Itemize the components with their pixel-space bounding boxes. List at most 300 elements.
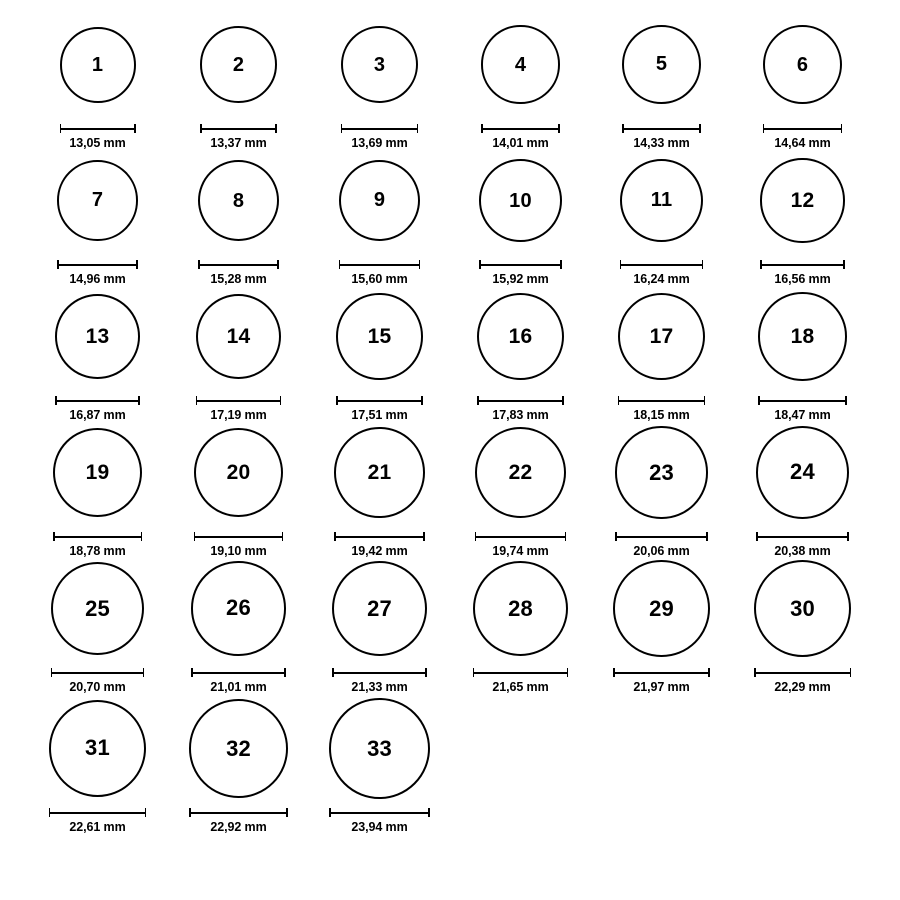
ring-size-number: 2 <box>232 53 245 76</box>
diameter-measure-bar <box>329 808 430 817</box>
ring-circle-icon <box>613 560 710 657</box>
measure-tick-left <box>477 396 479 405</box>
ring-size-number: 32 <box>226 735 251 761</box>
ring-size-number: 29 <box>649 595 674 621</box>
diameter-label: 18,47 mm <box>774 408 831 422</box>
ring-circle-icon <box>620 159 703 242</box>
measure-tick-right <box>562 396 564 405</box>
diameter-measure-bar <box>57 260 137 269</box>
ring-size-cell[interactable] <box>168 284 309 422</box>
measure-line <box>613 672 710 674</box>
ring-circle-icon <box>198 160 279 241</box>
ring-size-number: 4 <box>514 53 527 76</box>
measure-line <box>477 400 564 402</box>
measure-tick-right <box>277 260 279 269</box>
measure-tick-left <box>332 668 334 677</box>
ring-circle-icon <box>479 159 562 242</box>
diameter-measure-bar <box>622 124 701 133</box>
ring-size-cell[interactable] <box>168 420 309 558</box>
diameter-measure-bar <box>613 668 710 677</box>
measure-tick-right <box>560 260 562 269</box>
measure-tick-right <box>417 124 419 133</box>
ring-size-cell[interactable] <box>309 284 450 422</box>
measure-tick-left <box>336 396 338 405</box>
measure-line <box>763 128 843 130</box>
measure-line <box>754 672 851 674</box>
diameter-measure-bar <box>334 532 425 541</box>
diameter-measure-bar <box>191 668 285 677</box>
diameter-measure-bar <box>194 532 284 541</box>
measure-line <box>760 264 844 266</box>
ring-size-cell[interactable] <box>591 12 732 150</box>
ring-circle-icon <box>754 560 851 657</box>
measure-tick-right <box>567 668 569 677</box>
ring-circle-icon <box>49 700 147 798</box>
ring-circle-wrap <box>615 420 707 525</box>
measure-tick-left <box>475 532 477 541</box>
measure-tick-right <box>145 808 147 817</box>
ring-size-number: 26 <box>226 595 251 621</box>
measure-tick-right <box>282 532 284 541</box>
measure-tick-left <box>200 124 202 133</box>
measure-tick-right <box>558 124 560 133</box>
ring-size-cell[interactable] <box>27 420 168 558</box>
measure-tick-right <box>286 808 288 817</box>
diameter-measure-bar <box>758 396 846 405</box>
diameter-label: 14,64 mm <box>774 136 831 150</box>
diameter-label: 14,33 mm <box>633 136 690 150</box>
ring-circle-icon <box>57 160 137 240</box>
ring-circle-wrap <box>334 420 425 525</box>
ring-circle-wrap <box>196 284 282 389</box>
ring-circle-icon <box>477 293 564 380</box>
diameter-label: 15,28 mm <box>210 272 267 286</box>
measure-tick-left <box>198 260 200 269</box>
measure-line <box>622 128 701 130</box>
diameter-measure-bar <box>615 532 707 541</box>
ring-size-cell[interactable] <box>450 148 591 286</box>
ring-circle-wrap <box>620 148 703 253</box>
measure-line <box>55 400 140 402</box>
ring-circle-icon <box>51 562 145 656</box>
measure-tick-left <box>615 532 617 541</box>
measure-line <box>615 536 707 538</box>
diameter-label: 15,92 mm <box>492 272 549 286</box>
ring-circle-icon <box>200 26 277 103</box>
measure-tick-left <box>341 124 343 133</box>
diameter-label: 13,05 mm <box>69 136 126 150</box>
ring-size-number: 1 <box>91 53 104 76</box>
measure-tick-left <box>339 260 341 269</box>
ring-size-cell[interactable] <box>309 420 450 558</box>
ring-circle-icon <box>760 158 844 242</box>
ring-circle-wrap <box>51 556 145 661</box>
diameter-measure-bar <box>475 532 566 541</box>
ring-size-number: 22 <box>508 460 533 484</box>
ring-circle-icon <box>189 699 288 798</box>
ring-circle-wrap <box>341 12 419 117</box>
measure-line <box>196 400 282 402</box>
ring-size-cell[interactable] <box>450 556 591 694</box>
ring-size-cell[interactable] <box>450 420 591 558</box>
diameter-label: 19,74 mm <box>492 544 549 558</box>
diameter-label: 16,87 mm <box>69 408 126 422</box>
measure-tick-left <box>618 396 620 405</box>
diameter-label: 19,42 mm <box>351 544 408 558</box>
diameter-measure-bar <box>332 668 427 677</box>
ring-size-number: 33 <box>367 735 392 761</box>
ring-circle-wrap <box>189 696 288 801</box>
measure-tick-right <box>419 260 421 269</box>
ring-size-number: 15 <box>367 325 392 348</box>
ring-circle-icon <box>622 25 701 104</box>
ring-circle-wrap <box>49 696 147 801</box>
measure-tick-left <box>194 532 196 541</box>
diameter-label: 18,78 mm <box>69 544 126 558</box>
measure-tick-left <box>329 808 331 817</box>
diameter-label: 16,24 mm <box>633 272 690 286</box>
diameter-label: 21,33 mm <box>351 680 408 694</box>
ring-circle-wrap <box>60 12 136 117</box>
measure-tick-left <box>758 396 760 405</box>
diameter-label: 21,01 mm <box>210 680 267 694</box>
measure-tick-left <box>481 124 483 133</box>
measure-tick-right <box>143 668 145 677</box>
ring-size-cell[interactable] <box>27 284 168 422</box>
ring-circle-wrap <box>57 148 137 253</box>
ring-size-number: 19 <box>85 461 110 484</box>
ring-size-row <box>0 558 900 694</box>
diameter-measure-bar <box>481 124 559 133</box>
measure-tick-left <box>473 668 475 677</box>
measure-tick-left <box>756 532 758 541</box>
measure-tick-left <box>51 668 53 677</box>
diameter-label: 17,51 mm <box>351 408 408 422</box>
ring-size-number: 10 <box>509 189 532 212</box>
measure-tick-left <box>60 124 62 133</box>
diameter-measure-bar <box>53 532 142 541</box>
ring-size-number: 23 <box>649 459 674 485</box>
diameter-label: 21,97 mm <box>633 680 690 694</box>
diameter-measure-bar <box>756 532 849 541</box>
ring-size-cell[interactable] <box>591 556 732 694</box>
measure-line <box>329 812 430 814</box>
ring-size-number: 5 <box>655 53 668 76</box>
measure-line <box>618 400 706 402</box>
diameter-measure-bar <box>196 396 282 405</box>
diameter-measure-bar <box>60 124 136 133</box>
measure-tick-right <box>284 668 286 677</box>
measure-tick-right <box>134 124 136 133</box>
measure-tick-right <box>425 668 427 677</box>
diameter-label: 20,70 mm <box>69 680 126 694</box>
ring-size-cell[interactable] <box>732 556 873 694</box>
ring-size-cell[interactable] <box>591 284 732 422</box>
ring-size-number: 24 <box>790 459 815 485</box>
diameter-label: 13,69 mm <box>351 136 408 150</box>
ring-circle-icon <box>329 698 430 799</box>
ring-circle-icon <box>196 294 282 380</box>
ring-circle-wrap <box>191 556 285 661</box>
measure-line <box>620 264 703 266</box>
diameter-label: 22,61 mm <box>69 820 126 834</box>
ring-circle-wrap <box>622 12 701 117</box>
measure-tick-right <box>138 396 140 405</box>
ring-circle-wrap <box>763 12 843 117</box>
ring-size-cell[interactable] <box>732 284 873 422</box>
ring-circle-icon <box>473 561 569 657</box>
measure-tick-right <box>841 124 843 133</box>
diameter-measure-bar <box>55 396 140 405</box>
ring-size-number: 3 <box>373 53 386 76</box>
measure-tick-right <box>421 396 423 405</box>
ring-size-number: 7 <box>91 189 104 212</box>
ring-size-row <box>0 286 900 422</box>
diameter-measure-bar <box>473 668 569 677</box>
ring-size-number: 17 <box>649 325 674 348</box>
measure-tick-left <box>479 260 481 269</box>
measure-tick-right <box>136 260 138 269</box>
measure-tick-left <box>760 260 762 269</box>
ring-size-row <box>0 422 900 558</box>
ring-circle-icon <box>763 25 843 105</box>
measure-line <box>336 400 422 402</box>
measure-line <box>49 812 147 814</box>
ring-size-number: 30 <box>790 595 815 621</box>
diameter-label: 20,38 mm <box>774 544 831 558</box>
ring-size-number: 12 <box>790 189 815 212</box>
measure-tick-right <box>565 532 567 541</box>
ring-circle-icon <box>53 428 142 517</box>
measure-tick-left <box>613 668 615 677</box>
ring-circle-wrap <box>339 148 421 253</box>
ring-size-cell[interactable] <box>732 420 873 558</box>
diameter-measure-bar <box>51 668 145 677</box>
ring-circle-wrap <box>475 420 566 525</box>
diameter-measure-bar <box>49 808 147 817</box>
diameter-label: 15,60 mm <box>351 272 408 286</box>
ring-size-number: 18 <box>790 324 815 348</box>
measure-line <box>479 264 562 266</box>
measure-tick-left <box>334 532 336 541</box>
measure-line <box>481 128 559 130</box>
diameter-measure-bar <box>336 396 422 405</box>
measure-line <box>473 672 569 674</box>
ring-size-cell[interactable] <box>27 148 168 286</box>
measure-tick-right <box>699 124 701 133</box>
ring-size-number: 25 <box>85 595 110 621</box>
diameter-measure-bar <box>618 396 706 405</box>
ring-circle-wrap <box>200 12 277 117</box>
ring-size-number: 11 <box>650 189 673 212</box>
ring-circle-icon <box>60 27 136 103</box>
diameter-measure-bar <box>620 260 703 269</box>
measure-tick-right <box>845 396 847 405</box>
ring-circle-icon <box>475 427 566 518</box>
measure-tick-right <box>706 532 708 541</box>
diameter-label: 21,65 mm <box>492 680 549 694</box>
ring-circle-wrap <box>473 556 569 661</box>
ring-size-cell[interactable] <box>450 12 591 150</box>
ring-size-cell[interactable] <box>732 148 873 286</box>
measure-tick-left <box>620 260 622 269</box>
ring-size-cell[interactable] <box>27 556 168 694</box>
measure-tick-right <box>708 668 710 677</box>
measure-tick-left <box>53 532 55 541</box>
ring-size-number: 13 <box>85 324 110 348</box>
measure-line <box>339 264 421 266</box>
measure-tick-left <box>754 668 756 677</box>
diameter-measure-bar <box>760 260 844 269</box>
measure-tick-left <box>763 124 765 133</box>
ring-circle-wrap <box>194 420 284 525</box>
diameter-measure-bar <box>339 260 421 269</box>
ring-circle-wrap <box>481 12 559 117</box>
diameter-label: 17,83 mm <box>492 408 549 422</box>
measure-tick-left <box>49 808 51 817</box>
measure-line <box>200 128 277 130</box>
diameter-measure-bar <box>754 668 851 677</box>
measure-line <box>57 264 137 266</box>
ring-size-cell[interactable] <box>450 284 591 422</box>
measure-tick-right <box>843 260 845 269</box>
ring-circle-icon <box>194 428 284 518</box>
ring-size-cell[interactable] <box>591 420 732 558</box>
ring-circle-icon <box>481 25 559 103</box>
ring-circle-wrap <box>336 284 422 389</box>
ring-circle-wrap <box>198 148 279 253</box>
ring-size-number: 16 <box>508 325 533 348</box>
ring-size-cell[interactable] <box>27 12 168 150</box>
measure-tick-right <box>423 532 425 541</box>
measure-line <box>53 536 142 538</box>
ring-circle-wrap <box>758 284 846 389</box>
ring-circle-icon <box>615 426 707 518</box>
diameter-label: 14,96 mm <box>69 272 126 286</box>
measure-line <box>758 400 846 402</box>
ring-circle-icon <box>336 293 422 379</box>
ring-circle-icon <box>55 294 140 379</box>
ring-size-number: 20 <box>226 460 251 484</box>
measure-tick-left <box>189 808 191 817</box>
ring-circle-wrap <box>329 696 430 801</box>
ring-size-cell[interactable] <box>27 696 168 834</box>
ring-size-row <box>0 14 900 150</box>
diameter-measure-bar <box>341 124 419 133</box>
ring-circle-wrap <box>613 556 710 661</box>
diameter-measure-bar <box>198 260 279 269</box>
ring-circle-wrap <box>55 284 140 389</box>
measure-line <box>194 536 284 538</box>
ring-circle-wrap <box>754 556 851 661</box>
ring-circle-icon <box>191 561 285 655</box>
ring-size-number: 6 <box>796 53 809 76</box>
measure-tick-left <box>622 124 624 133</box>
ring-size-row <box>0 694 900 834</box>
ring-size-cell[interactable] <box>309 12 450 150</box>
measure-line <box>332 672 427 674</box>
ring-size-number: 21 <box>367 461 392 484</box>
measure-tick-left <box>196 396 198 405</box>
ring-circle-icon <box>756 426 849 519</box>
measure-line <box>341 128 419 130</box>
diameter-label: 19,10 mm <box>210 544 267 558</box>
ring-circle-wrap <box>756 420 849 525</box>
diameter-measure-bar <box>200 124 277 133</box>
measure-line <box>189 812 288 814</box>
measure-tick-right <box>280 396 282 405</box>
ring-circle-wrap <box>332 556 427 661</box>
ring-circle-wrap <box>479 148 562 253</box>
measure-line <box>60 128 136 130</box>
measure-tick-right <box>850 668 852 677</box>
ring-size-row <box>0 150 900 286</box>
measure-line <box>756 536 849 538</box>
ring-size-number: 28 <box>508 595 533 621</box>
ring-size-cell[interactable] <box>309 556 450 694</box>
diameter-label: 16,56 mm <box>774 272 831 286</box>
measure-tick-right <box>847 532 849 541</box>
ring-size-cell[interactable] <box>309 148 450 286</box>
diameter-label: 13,37 mm <box>210 136 267 150</box>
measure-tick-left <box>191 668 193 677</box>
ring-circle-icon <box>758 292 846 380</box>
measure-tick-right <box>428 808 430 817</box>
diameter-measure-bar <box>763 124 843 133</box>
ring-size-cell[interactable] <box>591 148 732 286</box>
ring-circle-icon <box>332 561 427 656</box>
diameter-measure-bar <box>477 396 564 405</box>
measure-tick-left <box>55 396 57 405</box>
diameter-measure-bar <box>189 808 288 817</box>
diameter-label: 17,19 mm <box>210 408 267 422</box>
measure-line <box>334 536 425 538</box>
ring-size-number: 9 <box>373 189 386 212</box>
measure-tick-right <box>141 532 143 541</box>
measure-tick-right <box>275 124 277 133</box>
diameter-label: 18,15 mm <box>633 408 690 422</box>
diameter-label: 22,92 mm <box>210 820 267 834</box>
ring-circle-icon <box>339 160 421 242</box>
ring-size-number: 8 <box>232 189 245 212</box>
ring-size-cell[interactable] <box>168 12 309 150</box>
ring-size-cell[interactable] <box>168 148 309 286</box>
ring-circle-wrap <box>53 420 142 525</box>
ring-circle-wrap <box>477 284 564 389</box>
ring-size-cell[interactable] <box>168 696 309 834</box>
diameter-label: 20,06 mm <box>633 544 690 558</box>
measure-line <box>51 672 145 674</box>
measure-line <box>475 536 566 538</box>
ring-size-cell[interactable] <box>732 12 873 150</box>
measure-tick-right <box>704 396 706 405</box>
ring-size-cell[interactable] <box>168 556 309 694</box>
diameter-label: 14,01 mm <box>492 136 549 150</box>
measure-line <box>198 264 279 266</box>
ring-circle-icon <box>341 26 419 104</box>
diameter-label: 23,94 mm <box>351 820 408 834</box>
diameter-label: 22,29 mm <box>774 680 831 694</box>
diameter-measure-bar <box>479 260 562 269</box>
measure-tick-right <box>702 260 704 269</box>
ring-circle-icon <box>334 427 425 518</box>
ring-size-number: 31 <box>85 735 110 761</box>
ring-circle-icon <box>618 293 706 381</box>
ring-size-number: 27 <box>367 595 392 621</box>
measure-tick-left <box>57 260 59 269</box>
ring-size-cell[interactable] <box>309 696 450 834</box>
measure-line <box>191 672 285 674</box>
